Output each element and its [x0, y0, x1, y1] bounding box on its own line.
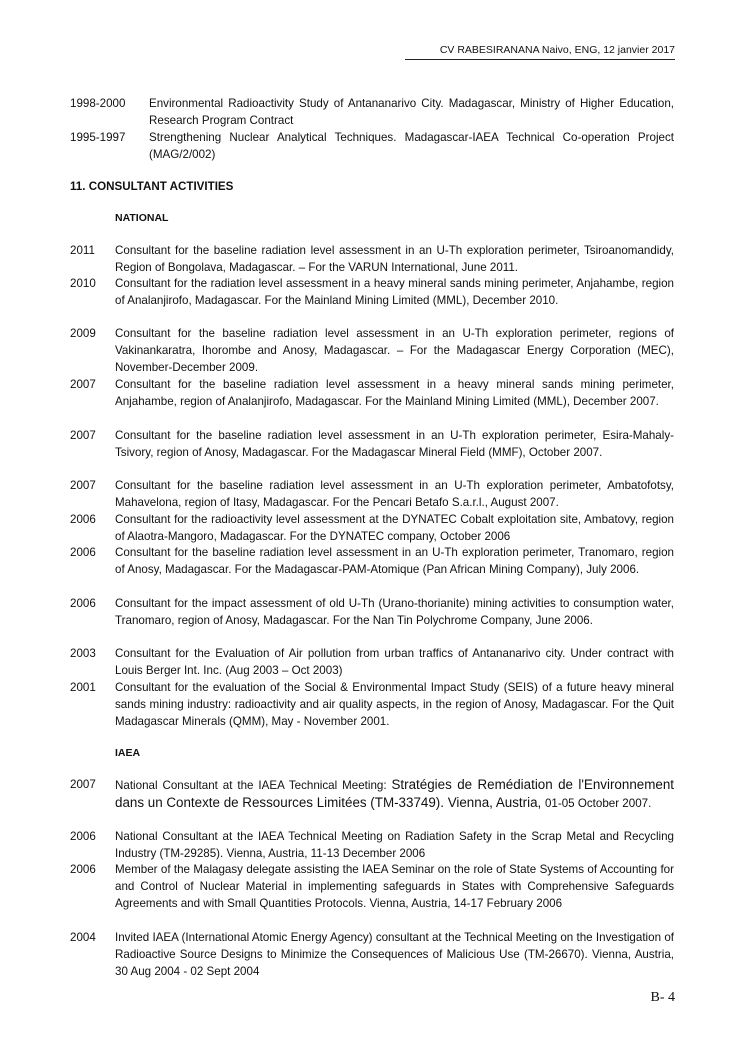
- national-entry: [70, 545, 674, 579]
- page-number: B- 4: [650, 990, 675, 1005]
- entry-year: 2010: [70, 277, 96, 290]
- national-entry: [70, 646, 674, 680]
- entry-year: 1998-2000: [70, 97, 126, 110]
- entry-text: Consultant for the baseline radiation level assessment in an U-Th exploration perimeter, regions of Vakinankaratra, Ihorombe and Anosy, Madagascar. – For the Madagascar Energy Corporation (MEC), November-December 2009.: [115, 327, 674, 374]
- entry-year: 2007: [70, 378, 96, 391]
- section-title: 11. CONSULTANT ACTIVITIES: [70, 180, 234, 193]
- entry-year: 2006: [70, 863, 96, 876]
- iaea-entry: [70, 930, 674, 980]
- entry-text-prefix: National Consultant at the IAEA Technical Meeting:: [115, 779, 392, 792]
- entry-year: 2009: [70, 327, 96, 340]
- subsection-national: NATIONAL: [115, 212, 169, 224]
- iaea-entry: [70, 829, 674, 863]
- entry-text: Consultant for the radioactivity level assessment at the DYNATEC Cobalt exploitation site, Ambatovy, region of Alaotra-Mangoro, Madagascar. For the DYNATEC company, October 2006: [115, 513, 674, 543]
- national-entry: [70, 478, 674, 512]
- entry-year: 2011: [70, 244, 95, 257]
- entry-text-suffix: 01-05 October 2007.: [544, 796, 652, 810]
- entry-text: Consultant for the radiation level assessment in a heavy mineral sands mining perimeter, Anjahambe, region of Analanjirofo, Madagascar. For the Mainland Mining Limited (MML), December 2010.: [115, 277, 674, 307]
- subsection-iaea: IAEA: [115, 747, 141, 759]
- meeting-title: Stratégies de Remédiation de l'Environnement dans un Contexte de Ressources Limitées (TM-33749). Vienna, Austria,: [115, 777, 674, 810]
- page-header: CV RABESIRANANA Naivo, ENG, 12 janvier 2017: [405, 44, 675, 60]
- entry-text: Consultant for the baseline radiation level assessment in an U-Th exploration perimeter, Tranomaro, region of Anosy, Madagascar. For the Madagascar-PAM-Atomique (Pan African Mining Company), July 2006.: [115, 546, 674, 576]
- entry-text: Consultant for the impact assessment of old U-Th (Urano-thorianite) mining activities to consumption water, Tranomaro, region of Anosy, Madagascar. For the Nan Tin Polychrome Company, June 2006.: [115, 597, 674, 627]
- entry-text: Invited IAEA (International Atomic Energy Agency) consultant at the Technical Meeting on the Investigation of Radioactive Source Designs to Minimize the Consequences of Malicious Use (TM-26670). Vienna, Austria, 30 Aug 2004 - 02 Sept 2004: [115, 931, 674, 978]
- national-entry: [70, 512, 674, 546]
- entry-year: 2006: [70, 513, 96, 526]
- entry-year: 2007: [70, 479, 96, 492]
- entry-year: 2001: [70, 681, 96, 694]
- entry-year: 2003: [70, 647, 96, 660]
- entry-year: 2006: [70, 830, 96, 843]
- entry-text: Consultant for the baseline radiation level assessment in a heavy mineral sands mining perimeter, Anjahambe, region of Analanjirofo, Madagascar. For the Mainland Mining Limited (MML), December 2007.: [115, 378, 674, 408]
- national-entry: [70, 377, 674, 411]
- national-entry: [70, 326, 674, 376]
- entry-text: Consultant for the baseline radiation level assessment in an U-Th exploration perimeter, Esira-Mahaly-Tsivory, region of Anosy, Madagascar. For the Madagascar Mineral Field (MMF), October 2007.: [115, 429, 674, 459]
- entry-text: Consultant for the baseline radiation level assessment in an U-Th exploration perimeter, Tsiroanomandidy, Region of Bongolava, Madagascar. – For the VARUN International, June 2011.: [115, 244, 674, 274]
- research-entry: [70, 96, 674, 130]
- entry-text: Strengthening Nuclear Analytical Techniques. Madagascar-IAEA Technical Co-operation Project (MAG/2/002): [149, 131, 674, 161]
- iaea-entry: [70, 777, 674, 813]
- entry-text: Member of the Malagasy delegate assisting the IAEA Seminar on the role of State Systems of Accounting for and Control of Nuclear Material in implementing safeguards in States with Comprehensive Safeguards Agreements and with Small Quantities Protocols. Vienna, Austria, 14-17 February 2006: [115, 863, 674, 910]
- entry-text: National Consultant at the IAEA Technical Meeting on Radiation Safety in the Scrap Metal and Recycling Industry (TM-29285). Vienna, Austria, 11-13 December 2006: [115, 830, 674, 860]
- entry-year: 2006: [70, 597, 96, 610]
- entry-year: 2007: [70, 778, 96, 791]
- entry-year: 2004: [70, 931, 96, 944]
- national-entry: [70, 680, 674, 730]
- entry-text: Consultant for the evaluation of the Social & Environmental Impact Study (SEIS) of a future heavy mineral sands mining industry: radioactivity and air quality aspects, in the region of Anosy, Madagascar. For the Quit Madagascar Minerals (QMM), May - November 2001.: [115, 681, 674, 728]
- national-entry: [70, 276, 674, 310]
- national-entry: [70, 243, 674, 277]
- entry-year: 1995-1997: [70, 131, 126, 144]
- iaea-entry: [70, 862, 674, 912]
- national-entry: [70, 596, 674, 630]
- entry-text: Consultant for the baseline radiation level assessment in an U-Th exploration perimeter, Ambatofotsy, Mahavelona, region of Itasy, Madagascar. For the Pencari Betafo S.a.r.l., August 2007.: [115, 479, 674, 509]
- entry-year: 2007: [70, 429, 96, 442]
- entry-text: [115, 777, 674, 813]
- national-entry: [70, 428, 674, 462]
- entry-text: Consultant for the Evaluation of Air pollution from urban traffics of Antananarivo city. Under contract with Louis Berger Int. Inc. (Aug 2003 – Oct 2003): [115, 647, 674, 677]
- research-entry: [70, 130, 674, 164]
- entry-text: Environmental Radioactivity Study of Antananarivo City. Madagascar, Ministry of Higher Education, Research Program Contract: [149, 97, 674, 127]
- entry-year: 2006: [70, 546, 96, 559]
